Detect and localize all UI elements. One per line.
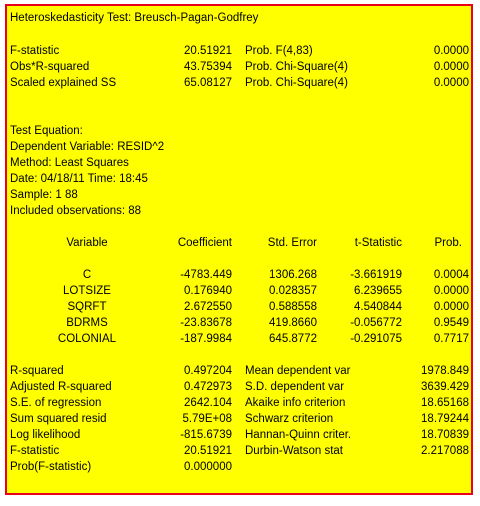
summary-label: Mean dependent var [245,365,351,377]
summary-label: S.E. of regression [10,397,102,409]
cell-variable: SQRFT [67,301,107,313]
stat-label: F-statistic [10,45,60,57]
cell-t-statistic: -0.056772 [350,317,402,329]
stat-prob-value: 0.0000 [433,61,469,73]
summary-label: Hannan-Quinn criter. [245,429,352,441]
stat-value: 20.51921 [184,45,232,57]
summary-value: 5.79E+08 [182,413,232,425]
column-header: t-Statistic [354,237,402,249]
cell-prob: 0.0000 [433,301,469,313]
cell-t-statistic: -0.291075 [350,333,402,345]
stat-label: Scaled explained SS [10,77,117,89]
info-line: Sample: 1 88 [10,189,78,201]
info-line: Date: 04/18/11 Time: 18:45 [10,173,148,185]
info-line: Test Equation: [10,125,83,137]
summary-value: 18.70839 [421,429,469,441]
stat-prob-value: 0.0000 [433,77,469,89]
summary-value: 2.217088 [421,445,469,457]
summary-value: 18.65168 [421,397,469,409]
test-title: Heteroskedasticity Test: Breusch-Pagan-Godfrey [10,12,259,24]
cell-std-error: 0.028357 [269,285,317,297]
cell-variable: C [82,269,92,281]
cell-std-error: 1306.268 [269,269,317,281]
info-line: Dependent Variable: RESID^2 [10,141,165,153]
stat-prob-label: Prob. Chi-Square(4) [245,77,348,89]
summary-label: Durbin-Watson stat [245,445,343,457]
summary-label: Prob(F-statistic) [10,461,92,473]
summary-label: R-squared [10,365,64,377]
stat-prob-label: Prob. Chi-Square(4) [245,61,348,73]
cell-coefficient: 2.672550 [184,301,232,313]
summary-label: Schwarz criterion [245,413,334,425]
cell-coefficient: -187.9984 [180,333,232,345]
summary-value: 1978.849 [421,365,469,377]
column-header: Prob. [434,237,462,249]
cell-coefficient: 0.176940 [184,285,232,297]
summary-value: 3639.429 [421,381,469,393]
column-header: Variable [66,237,108,249]
summary-label: Log likelihood [10,429,81,441]
cell-t-statistic: 6.239655 [354,285,402,297]
summary-label: Adjusted R-squared [10,381,112,393]
summary-label: Sum squared resid [10,413,107,425]
cell-std-error: 419.8660 [269,317,317,329]
stat-value: 43.75394 [184,61,232,73]
summary-value: 0.497204 [184,365,232,377]
info-line: Method: Least Squares [10,157,129,169]
cell-prob: 0.7717 [433,333,469,345]
stat-prob-label: Prob. F(4,83) [245,45,313,57]
cell-variable: BDRMS [66,317,108,329]
stat-prob-value: 0.0000 [433,45,469,57]
summary-value: 18.79244 [421,413,469,425]
summary-label: F-statistic [10,445,60,457]
summary-value: 20.51921 [184,445,232,457]
summary-value: 0.000000 [184,461,232,473]
cell-coefficient: -4783.449 [180,269,232,281]
summary-label: S.D. dependent var [245,381,345,393]
cell-prob: 0.0004 [433,269,469,281]
cell-prob: 0.0000 [433,285,469,297]
cell-t-statistic: -3.661919 [350,269,402,281]
summary-value: 2642.104 [184,397,232,409]
column-header: Coefficient [177,237,232,249]
cell-variable: LOTSIZE [63,285,111,297]
cell-coefficient: -23.83678 [180,317,232,329]
summary-label: Akaike info criterion [245,397,346,409]
summary-value: -815.6739 [180,429,232,441]
cell-t-statistic: 4.540844 [354,301,402,313]
output-panel [5,4,473,495]
summary-value: 0.472973 [184,381,232,393]
stat-label: Obs*R-squared [10,61,90,73]
info-line: Included observations: 88 [10,205,142,217]
stat-value: 65.08127 [184,77,232,89]
column-header: Std. Error [267,237,317,249]
cell-std-error: 645.8772 [269,333,317,345]
cell-variable: COLONIAL [57,333,117,345]
cell-prob: 0.9549 [433,317,469,329]
cell-std-error: 0.588558 [269,301,317,313]
